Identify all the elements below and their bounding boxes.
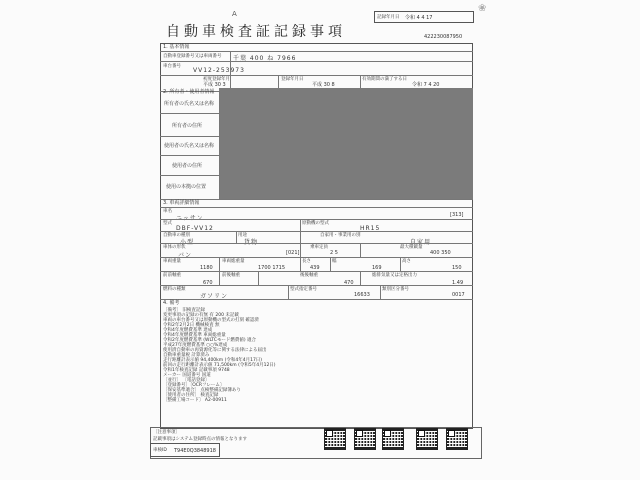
remark-line: 令和1年検査記録 記載事項 9748 (163, 368, 230, 373)
expiry-value: 令和 7 4 20 (412, 82, 440, 88)
height-label: 高さ (402, 259, 411, 264)
body-label: 車体の形状 (163, 245, 186, 250)
stamp-icon: ❀ (478, 3, 487, 14)
footer-note-text: 記載事項はシステム登録時点の情報となります (153, 437, 248, 442)
remark-line: 〔登録番号〕〔OCRフレーム〕 (163, 383, 225, 388)
first-reg-label: 初度登録年月 (203, 77, 230, 82)
date2-value: 平成 30 8 (312, 82, 335, 88)
section2-heading: 2. 所有者・使用者情報 (163, 89, 215, 95)
gross-value: 1700 1715 (258, 265, 286, 271)
remark-line: 令和4年度燃費基準 車両総重量 (163, 333, 226, 338)
remarks-list (163, 308, 413, 403)
remark-line: 〔備考〕 旧検査記録 (163, 308, 205, 313)
use-value: 貨物 (244, 239, 259, 246)
gross-label: 車両総重量 (222, 259, 245, 264)
remark-line: 平成27年度燃費基準 ○○%達成 (163, 343, 228, 348)
remark-line: 前回の走行距離計表示値 71,500km (令和5年4月12日) (163, 363, 276, 368)
reg-label: 自動車登録番号又は車両番号 (163, 54, 222, 59)
kind-value: 小型 (180, 239, 195, 246)
capacity-value: 2 5 (330, 250, 338, 256)
first-reg-value: 平成 30 3 (203, 82, 226, 88)
issue-date-value: 令和 4 4 17 (405, 15, 433, 21)
engine-value: HR15 (360, 225, 381, 232)
height-value: 150 (452, 265, 462, 271)
weight-value: 1180 (200, 265, 213, 271)
document-serial: 422230087950 (424, 34, 463, 40)
remark-line: 〔保安基準適合〕 点検整備記録簿あり (163, 388, 241, 393)
fuel-value: ガソリン (200, 293, 229, 300)
qr-code-icon (354, 428, 376, 450)
vin-value: VV12-253973 (193, 67, 245, 74)
purpose-label: 自家用・事業用の別 (320, 233, 361, 238)
vin-label: 車台番号 (163, 64, 181, 69)
qr-code-icon (446, 428, 468, 450)
length-value: 439 (310, 265, 320, 271)
qr-code-icon (416, 428, 438, 450)
width-label: 幅 (332, 259, 337, 264)
length-label: 長さ (302, 259, 311, 264)
front2-label: 前後軸重 (222, 273, 240, 278)
section1-heading: 1. 基本情報 (163, 44, 190, 50)
vehicle-id-label: 車検ID (153, 448, 167, 453)
footer-note-heading: 〔注意事項〕 (153, 430, 180, 435)
base-label: 使用の本拠の位置 (166, 184, 207, 190)
issue-date-label: 記録年月日 (377, 15, 400, 20)
body-code: [021] (286, 250, 300, 256)
maker-value: ニッサン (176, 215, 204, 222)
remark-line: 令和4年度燃費基準 達成 (163, 328, 213, 333)
weight-label: 車両重量 (163, 259, 181, 264)
remark-line: 使用済自動車の再資源化等に関する法律による届出 (163, 348, 267, 353)
rear-value: 470 (344, 280, 354, 286)
document-mark: A (232, 10, 237, 18)
disp-label: 総排気量又は定格出力 (372, 273, 417, 278)
issue-date-box (374, 11, 474, 23)
remark-line: 自動車重量税 計算済み (163, 353, 210, 358)
vehicle-id-value: T94E0Q3848918 (174, 448, 216, 454)
remark-line: 令和2年度燃費基準 (WLTCモード燃費値) 適合 (163, 338, 257, 343)
fuel-label: 燃料の種類 (163, 287, 186, 292)
front-value: 670 (203, 280, 213, 286)
class-label: 類別区分番号 (382, 287, 409, 292)
model-value: DBF-VV12 (176, 225, 214, 232)
expiry-label: 有効期間の満了する日 (362, 77, 407, 82)
class-value: 0017 (452, 292, 465, 298)
type-value: 16633 (354, 292, 370, 298)
width-value: 169 (372, 265, 382, 271)
remark-line: 変更事項の記録の有無 有 200 未記載 (163, 313, 239, 318)
purpose-value: 自家用 (410, 239, 432, 246)
remark-line: 〔並行〕 〔電話登録〕 (163, 378, 210, 383)
kind-label: 自動車の種別 (163, 233, 190, 238)
use-label: 用途 (238, 233, 247, 238)
maxload-value: 400 350 (430, 250, 451, 256)
reg-value: 千葉 400 ね 7966 (233, 55, 297, 62)
owner-addr-label: 所有者の住所 (172, 123, 203, 129)
rear-label: 後後軸重 (300, 273, 318, 278)
remark-line: 〔整備工場コード〕 A2-00911 (163, 398, 227, 403)
body-value: バン (178, 252, 193, 259)
remark-line: 車両の車台番号又は原動機の型式の打刻 確認済 (163, 318, 259, 323)
redacted-personal-info (219, 88, 473, 199)
model-label: 型式 (163, 221, 172, 226)
owner-name-label: 所有者の氏名又は名称 (164, 101, 215, 107)
document-title: 自動車検査証記録事項 (166, 24, 346, 40)
section3-heading: 3. 車両詳細情報 (163, 200, 200, 206)
maker-code: [313] (450, 212, 464, 218)
engine-label: 原動機の型式 (302, 221, 329, 226)
disp-value: 1.49 (452, 280, 464, 286)
maker-label: 車名 (163, 209, 172, 214)
remark-line: 走行距離計表示値 94,400km (令和4年4月17日) (163, 358, 263, 363)
qr-code-icon (382, 428, 404, 450)
type-label: 型式指定番号 (290, 287, 317, 292)
remark-line: 〔使用者の住所〕 検査記録 (163, 393, 219, 398)
maxload-label: 最大積載量 (400, 245, 423, 250)
qr-code-icon (324, 428, 346, 450)
date2-label: 登録年月日 (281, 77, 304, 82)
remark-line: メーカー 国道番号 国道 (163, 373, 211, 378)
capacity-label: 乗車定員 (310, 245, 328, 250)
user-addr-label: 使用者の住所 (172, 163, 203, 169)
section4-heading: 4. 備考 (163, 300, 180, 306)
front-label: 前前軸重 (163, 273, 181, 278)
remark-line: 令和2年2月2日 機械検査 無 (163, 323, 220, 328)
user-name-label: 使用者の氏名又は名称 (164, 143, 215, 149)
